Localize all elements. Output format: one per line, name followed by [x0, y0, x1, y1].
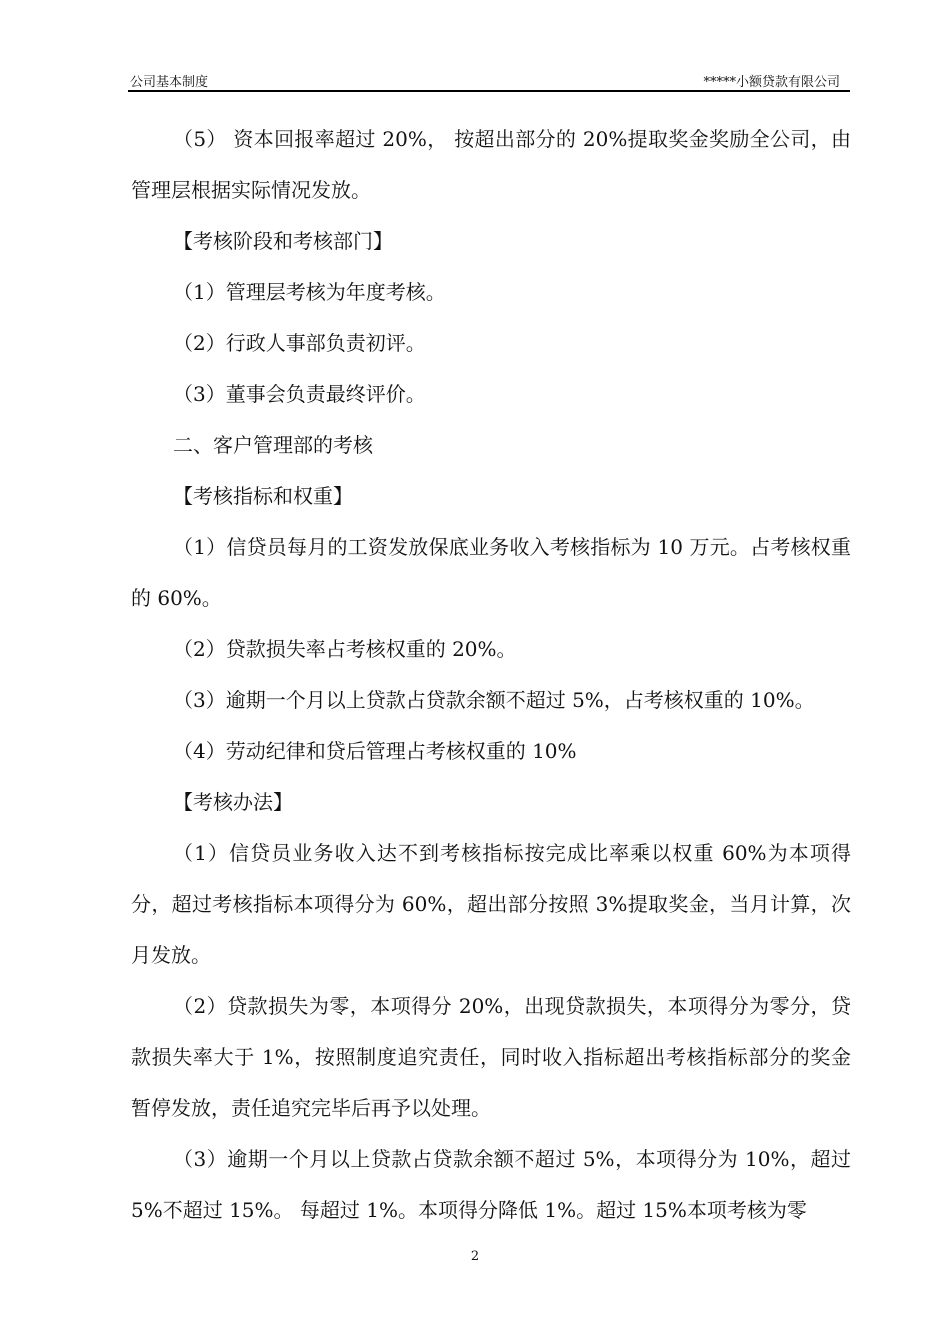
list-item: （2）贷款损失为零，本项得分 20%，出现贷款损失，本项得分为零分，贷款损失率大于 1%，按照制度追究责任，同时收入指标超出考核指标部分的奖金 暂停发放，责任追究完毕后再予以处理。	[131, 994, 851, 1120]
list-item: （1）信贷员每月的工资发放保底业务收入考核指标为 10 万元。占考核权重的 60%。	[131, 535, 851, 610]
list-item: （3）董事会负责最终评价。	[173, 382, 426, 406]
header-left-text: 公司基本制度	[130, 75, 209, 90]
heading-assessment-stage: 【考核阶段和考核部门】	[173, 229, 393, 253]
page-number: 2	[470, 1249, 480, 1264]
list-item: （2）行政人事部负责初评。	[173, 331, 426, 355]
section-heading-customer-dept: 二、客户管理部的考核	[173, 433, 373, 457]
document-body	[131, 114, 851, 1236]
list-item: （4）劳动纪律和贷后管理占考核权重的 10%	[173, 739, 577, 763]
list-item: （3）逾期一个月以上贷款占贷款余额不超过 5%，本项得分为 10%，超过 5%不超过 15%。 每超过 1%。本项得分降低 1%。超过 15%本项考核为零	[131, 1147, 851, 1222]
paragraph-capital-return: （5） 资本回报率超过 20%， 按超出部分的 20%提取奖金奖励全公司，由管理层根据实际情况发放。	[131, 127, 851, 202]
list-item: （1）信贷员业务收入达不到考核指标按完成比率乘以权重 60%为本项得分，超过考核指标本项得分为 60%，超出部分按照 3%提取奖金，当月计算，次月发放。	[131, 841, 851, 967]
header-right-text: *****小额贷款有限公司	[703, 75, 840, 90]
heading-assessment-method: 【考核办法】	[173, 790, 293, 814]
list-item: （3）逾期一个月以上贷款占贷款余额不超过 5%，占考核权重的 10%。	[173, 688, 815, 712]
page-header	[128, 68, 850, 92]
list-item: （2）贷款损失率占考核权重的 20%。	[173, 637, 517, 661]
list-item: （1）管理层考核为年度考核。	[173, 280, 446, 304]
heading-indicators-weights: 【考核指标和权重】	[173, 484, 353, 508]
